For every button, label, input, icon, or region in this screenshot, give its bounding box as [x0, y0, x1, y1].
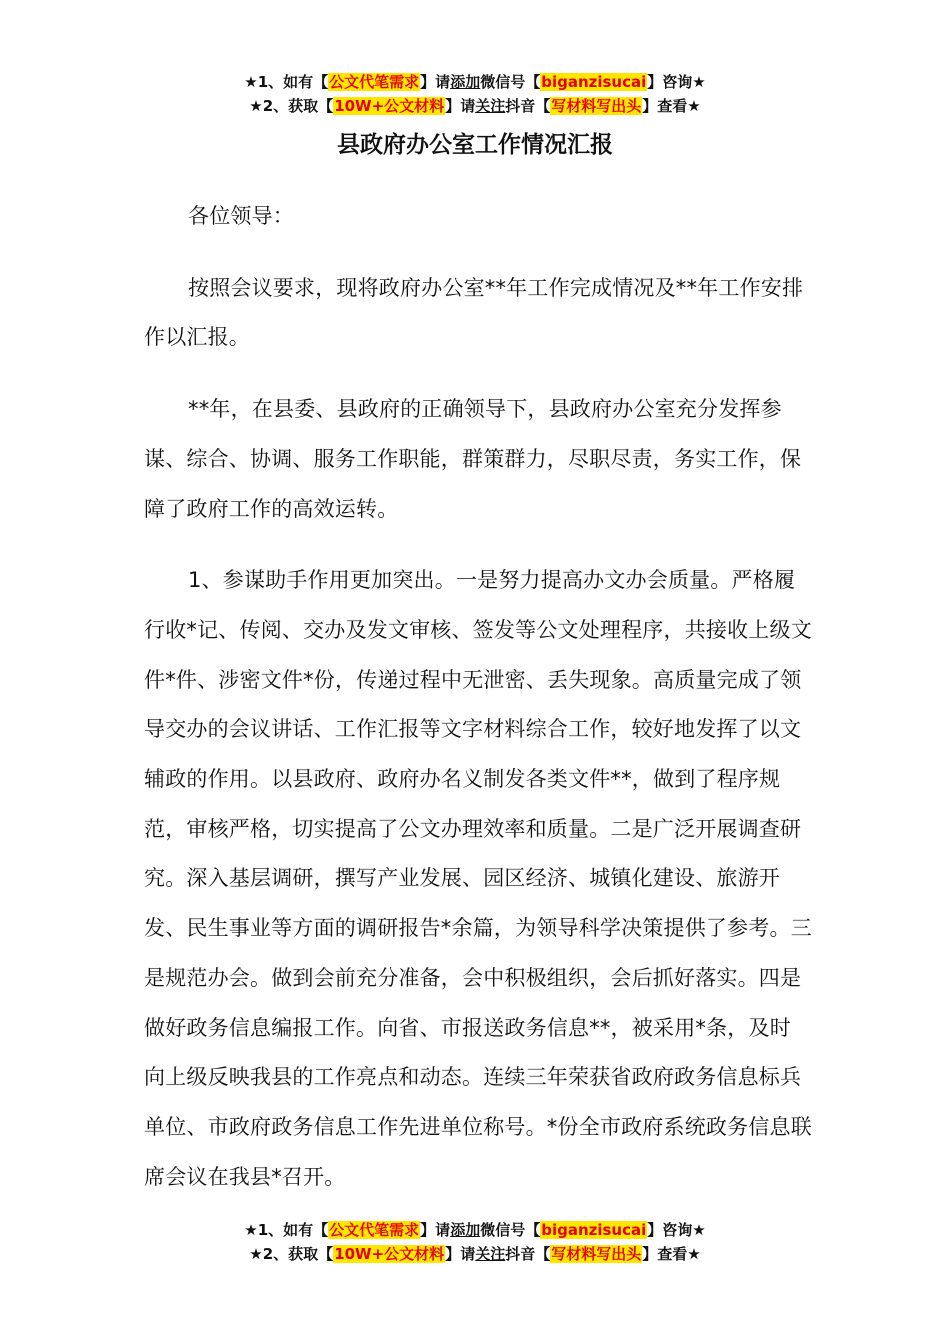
banner-highlight-douyin: 写材料写出头 [551, 1245, 642, 1263]
banner-text: 抖音【 [505, 97, 551, 115]
banner-text: 抖音【 [505, 1245, 551, 1263]
banner-text: 】查看★ [642, 1245, 701, 1263]
banner-text: ★2、获取【 [249, 1245, 334, 1263]
banner-text: ★1、如有【 [244, 73, 329, 91]
banner-text: 】请 [420, 1221, 451, 1239]
banner-text: 】咨询★ [647, 1221, 706, 1239]
banner-text: 】请 [445, 1245, 476, 1263]
banner-highlight-materials: 10W+公文材料 [334, 97, 445, 115]
banner-text: 】请 [445, 97, 476, 115]
banner-highlight-douyin: 写材料写出头 [551, 97, 642, 115]
banner-underline-add: 添加 [450, 1221, 481, 1239]
banner-line-2 [0, 94, 950, 118]
paragraph-section-1: 1、参谋助手作用更加突出。一是努力提高办文办会质量。严格履行收*记、传阅、交办及发文审核、签发等公文处理程序，共接收上级文件*件、涉密文件*份，传递过程中无泄密、丢失现象。高质量完成了领导交办的会议讲话、工作汇报等文字材料综合工作，较好地发挥了以文辅政的作用。以县政府、政府办名义制发各类文件**，做到了程序规范，审核严格，切实提高了公文办理效率和质量。二是广泛开展调查研究。深入基层调研，撰写产业发展、园区经济、城镇化建设、旅游开发、民生事业等方面的调研报告*余篇，为领导科学决策提供了参考。三是规范办会。做到会前充分准备，会中积极组织，会后抓好落实。四是做好政务信息编报工作。向省、市报送政务信息**，被采用*条，及时向上级反映我县的工作亮点和动态。连续三年荣获省政府政务信息标兵单位、市政府政务信息工作先进单位称号。*份全市政府系统政务信息联席会议在我县*召开。 [144, 568, 812, 1189]
banner-highlight-service: 公文代笔需求 [329, 73, 420, 91]
banner-highlight-materials: 10W+公文材料 [334, 1245, 445, 1263]
banner-underline-follow: 关注 [475, 1245, 506, 1263]
banner-line-2 [0, 1242, 950, 1266]
banner-text: 】查看★ [642, 97, 701, 115]
banner-text: ★1、如有【 [244, 1221, 329, 1239]
greeting: 各位领导： [188, 204, 294, 228]
banner-highlight-wechat-id: biganzisucai [541, 73, 647, 91]
banner-highlight-wechat-id: biganzisucai [541, 1221, 647, 1239]
banner-line-1 [0, 1218, 950, 1242]
banner-text: 微信号【 [480, 73, 541, 91]
banner-text: 】咨询★ [647, 73, 706, 91]
paragraph-summary: **年，在县委、县政府的正确领导下，县政府办公室充分发挥参谋、综合、协调、服务工作职能，群策群力，尽职尽责，务实工作，保障了政府工作的高效运转。 [144, 397, 802, 521]
document-body [144, 192, 812, 1224]
paragraph-intro: 按照会议要求，现将政府办公室**年工作完成情况及**年工作安排作以汇报。 [144, 275, 804, 350]
document-title: 县政府办公室工作情况汇报 [337, 132, 613, 158]
banner-text: 微信号【 [480, 1221, 541, 1239]
banner-line-1 [0, 70, 950, 94]
header-banner [0, 70, 950, 118]
banner-underline-add: 添加 [450, 73, 481, 91]
banner-highlight-service: 公文代笔需求 [329, 1221, 420, 1239]
banner-underline-follow: 关注 [475, 97, 506, 115]
banner-text: 】请 [420, 73, 451, 91]
footer-banner [0, 1218, 950, 1266]
banner-text: ★2、获取【 [249, 97, 334, 115]
